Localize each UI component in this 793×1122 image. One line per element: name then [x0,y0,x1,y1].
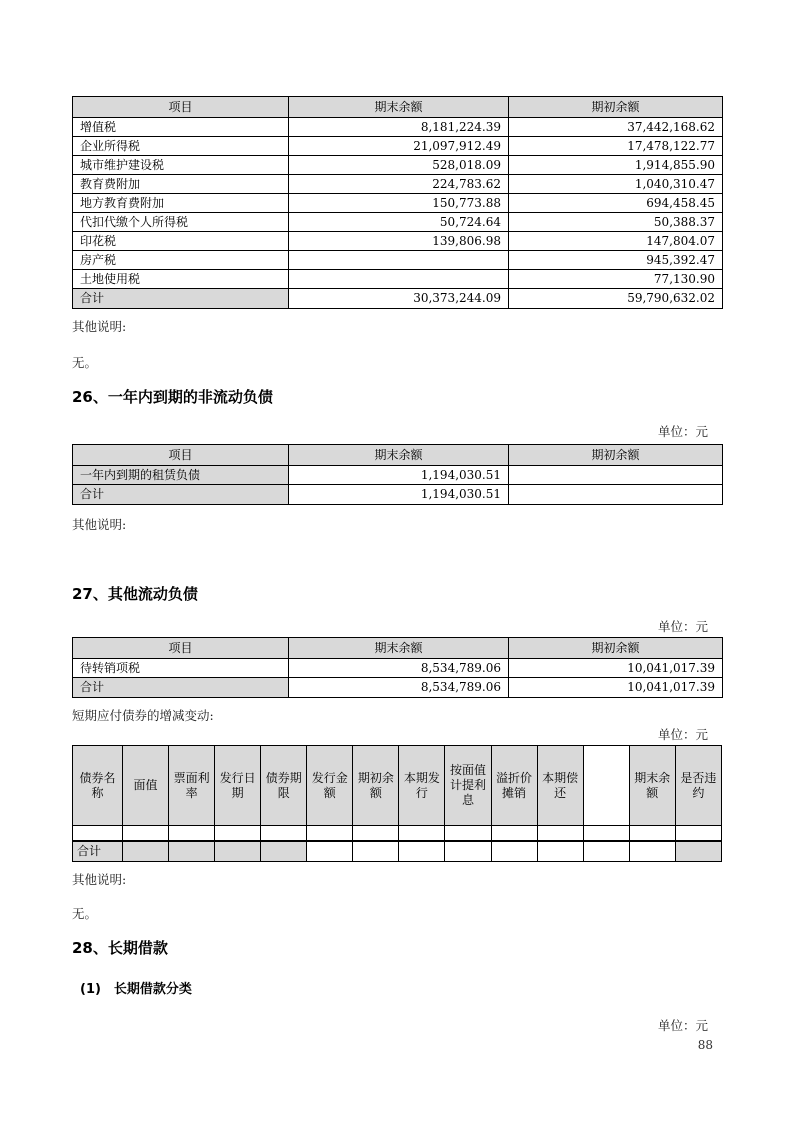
none-text: 无。 [72,355,98,370]
empty-cell [491,826,537,841]
column-header-issued-this-period: 本期发行 [399,746,445,826]
table-row [73,270,723,289]
empty-cell [169,826,215,841]
bond-table [72,745,722,862]
noncurrent-liabilities-table [72,444,723,505]
column-header-premium-amortization: 溢折价摊销 [491,746,537,826]
column-header-beginning-balance: 期初余额 [353,746,399,826]
empty-cell [307,841,353,862]
amount-cell: 17,478,122.77 [509,137,723,156]
empty-cell [675,841,721,862]
row-label: 城市维护建设税 [73,156,289,175]
empty-cell [123,826,169,841]
table-row [73,213,723,232]
amount-cell: 10,041,017.39 [509,659,723,678]
row-label: 增值税 [73,118,289,137]
column-header-ending-balance: 期末余额 [289,638,509,659]
table-row [73,175,723,194]
section-27-heading: 27、其他流动负债 [72,585,198,603]
empty-cell [123,841,169,862]
total-label: 合计 [73,289,289,309]
column-header-ending-balance: 期末余额 [289,445,509,466]
table-row [73,466,723,485]
column-header-blank [583,746,629,826]
empty-cell [675,826,721,841]
column-header-face-value: 面值 [123,746,169,826]
row-label: 一年内到期的租赁负债 [73,466,289,485]
column-header-item: 项目 [73,445,289,466]
row-label: 印花税 [73,232,289,251]
section-26-heading: 26、一年内到期的非流动负债 [72,388,273,406]
column-header-default-status: 是否违约 [675,746,721,826]
column-header-beginning-balance: 期初余额 [509,97,723,118]
empty-cell [353,826,399,841]
empty-cell [261,841,307,862]
other-current-liabilities-table [72,637,723,698]
empty-cell [307,826,353,841]
amount-cell: 150,773.88 [289,194,509,213]
amount-cell: 8,181,224.39 [289,118,509,137]
total-row [73,485,723,505]
column-header-issue-amount: 发行金额 [307,746,353,826]
unit-label: 单位：元 [657,1018,708,1033]
amount-cell [509,466,723,485]
bond-total-row [73,841,722,862]
empty-cell [583,841,629,862]
table-row [73,137,723,156]
row-label: 土地使用税 [73,270,289,289]
empty-cell [73,826,123,841]
table-row [73,232,723,251]
bond-table-header-row [73,746,722,826]
amount-cell: 77,130.90 [509,270,723,289]
amount-cell: 1,040,310.47 [509,175,723,194]
amount-cell: 1,194,030.51 [289,485,509,505]
amount-cell: 10,041,017.39 [509,678,723,698]
other-notes-label: 其他说明: [72,319,127,334]
table-row [73,251,723,270]
empty-cell [629,826,675,841]
empty-cell [261,826,307,841]
amount-cell: 694,458.45 [509,194,723,213]
column-header-bond-name: 债券名称 [73,746,123,826]
amount-cell: 30,373,244.09 [289,289,509,309]
empty-cell [537,826,583,841]
column-header-repaid-this-period: 本期偿还 [537,746,583,826]
amount-cell: 1,194,030.51 [289,466,509,485]
amount-cell: 224,783.62 [289,175,509,194]
amount-cell: 8,534,789.06 [289,659,509,678]
amount-cell: 147,804.07 [509,232,723,251]
row-label: 地方教育费附加 [73,194,289,213]
empty-cell [169,841,215,862]
table-row [73,118,723,137]
amount-cell: 528,018.09 [289,156,509,175]
column-header-bond-term: 债券期限 [261,746,307,826]
amount-cell: 50,724.64 [289,213,509,232]
table-header-row [73,638,723,659]
tax-table [72,96,723,309]
unit-label: 单位：元 [657,424,708,439]
empty-cell [629,841,675,862]
empty-cell [537,841,583,862]
column-header-issue-date: 发行日期 [215,746,261,826]
bond-empty-row [73,826,722,841]
column-header-beginning-balance: 期初余额 [509,445,723,466]
table-row [73,156,723,175]
total-label: 合计 [73,485,289,505]
amount-cell [509,485,723,505]
empty-cell [445,826,491,841]
amount-cell [289,270,509,289]
tax-table-header-row [73,97,723,118]
column-header-item: 项目 [73,638,289,659]
empty-cell [215,826,261,841]
empty-cell [399,826,445,841]
none-text: 无。 [72,906,98,921]
row-label: 企业所得税 [73,137,289,156]
empty-cell [353,841,399,862]
column-header-coupon-rate: 票面利率 [169,746,215,826]
column-header-item: 项目 [73,97,289,118]
column-header-interest-accrued: 按面值计提利息 [445,746,491,826]
section-28-heading: 28、长期借款 [72,939,168,957]
unit-label: 单位：元 [657,727,708,742]
amount-cell: 1,914,855.90 [509,156,723,175]
amount-cell [289,251,509,270]
column-header-ending-balance: 期末余额 [289,97,509,118]
row-label: 代扣代缴个人所得税 [73,213,289,232]
other-notes-label: 其他说明: [72,517,127,532]
amount-cell: 139,806.98 [289,232,509,251]
table-header-row [73,445,723,466]
amount-cell: 59,790,632.02 [509,289,723,309]
total-label: 合计 [73,678,289,698]
amount-cell: 945,392.47 [509,251,723,270]
row-label: 待转销项税 [73,659,289,678]
amount-cell: 21,097,912.49 [289,137,509,156]
empty-cell [215,841,261,862]
total-row [73,289,723,309]
bond-change-label: 短期应付债券的增减变动: [72,708,214,723]
amount-cell: 37,442,168.62 [509,118,723,137]
unit-label: 单位：元 [657,619,708,634]
table-row [73,659,723,678]
section-28-subsection-heading: (1) 长期借款分类 [80,982,192,997]
other-notes-label: 其他说明: [72,872,127,887]
empty-cell [445,841,491,862]
amount-cell: 8,534,789.06 [289,678,509,698]
total-row [73,678,723,698]
column-header-beginning-balance: 期初余额 [509,638,723,659]
row-label: 房产税 [73,251,289,270]
total-label: 合计 [73,841,123,862]
empty-cell [583,826,629,841]
table-row [73,194,723,213]
page-number: 88 [697,1038,713,1052]
row-label: 教育费附加 [73,175,289,194]
empty-cell [399,841,445,862]
column-header-ending-balance: 期末余额 [629,746,675,826]
empty-cell [491,841,537,862]
amount-cell: 50,388.37 [509,213,723,232]
